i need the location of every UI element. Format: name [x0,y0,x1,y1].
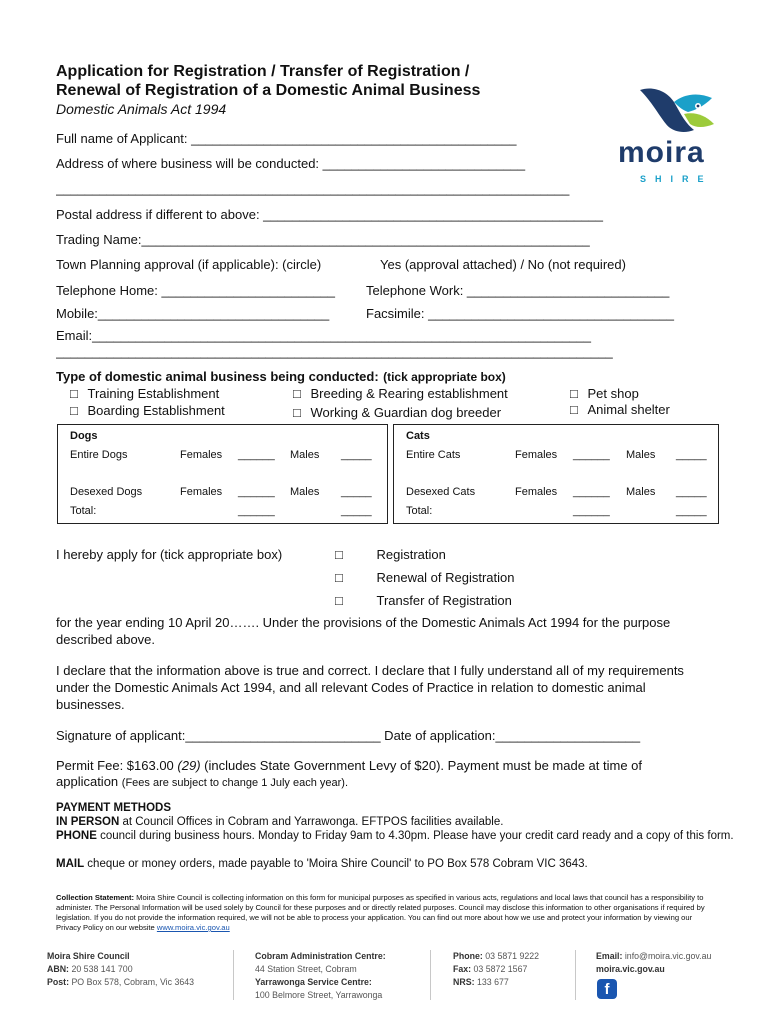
cats-total-label: Total: [406,505,433,517]
checkbox-icon[interactable]: □ [335,570,343,585]
dogs-total-label: Total: [70,505,97,517]
option-pet-shop[interactable]: □ Pet shop [570,386,639,401]
entire-cats-label: Entire Cats [406,449,461,461]
desexed-cats-label: Desexed Cats [406,486,476,498]
cats-total-females-input[interactable]: ______ [573,505,610,517]
dogs-heading: Dogs [70,430,98,442]
desexed-dogs-label: Desexed Dogs [70,486,143,498]
entire-cats-males-label: Males [626,449,656,461]
moira-bird-logo-icon [638,84,718,138]
desexed-dogs-females-input[interactable]: ______ [238,486,275,498]
option-animal-shelter[interactable]: □ Animal shelter [570,402,670,417]
cats-box [393,424,719,524]
entire-dogs-females-input[interactable]: ______ [238,449,275,461]
telephone-work-field[interactable]: Telephone Work: ____________________________ [366,283,670,298]
signature-date-field[interactable]: Signature of applicant:___________________________ Date of application:____________________ [56,728,641,743]
address-continuation-field[interactable]: _______________________________________________________________________ [56,181,570,196]
email-field[interactable]: Email:_____________________________________________________________________ [56,328,591,343]
moira-shire-logo [618,84,733,184]
year-ending-paragraph: for the year ending 10 April 20……. Under the provisions of the Domestic Animals Act 1994 for the purpose described above. [56,615,671,647]
facsimile-field[interactable]: Facsimile: __________________________________ [366,306,674,321]
entire-dogs-males-label: Males [290,449,320,461]
footer-council: Moira Shire Council ABN: 20 538 141 700 Post: PO Box 578, Cobram, Vic 3643 [47,951,195,987]
title-line-1: Application for Registration / Transfer of Registration / [56,63,470,80]
subtitle: Domestic Animals Act 1994 [56,101,227,117]
footer-web-link[interactable]: moira.vic.gov.au [596,964,665,974]
apply-transfer-option[interactable]: □ Transfer of Registration [335,593,512,608]
checkbox-icon[interactable]: □ [70,386,78,401]
dogs-total-males-input[interactable]: _____ [341,505,372,517]
footer-contact: Phone: 03 5871 9222 Fax: 03 5872 1567 NRS: 133 677 [453,951,540,987]
entire-dogs-label: Entire Dogs [70,449,128,461]
address-field[interactable]: Address of where business will be conducted: ____________________________ [56,156,526,171]
desexed-dogs-males-input[interactable]: _____ [341,486,372,498]
business-type-heading [56,368,506,386]
telephone-home-field[interactable]: Telephone Home: ________________________ [56,283,336,298]
cats-heading: Cats [406,430,430,442]
town-planning-label: Town Planning approval (if applicable): (circle) [56,257,322,272]
postal-address-field[interactable]: Postal address if different to above: _______________________________________________ [56,207,603,222]
title-line-2: Renewal of Registration of a Domestic Animal Business [56,82,481,99]
entire-cats-females-label: Females [515,449,558,461]
desexed-dogs-females-label: Females [180,486,223,498]
payment-methods-heading: PAYMENT METHODS [56,802,172,814]
payment-mail: MAIL cheque or money orders, made payable to 'Moira Shire Council' to PO Box 578 Cobram VIC 3643. [56,858,588,870]
collection-statement: Collection Statement: Moira Shire Council is collecting information on this form for municipal purposes as specified in various acts, regulations and local laws that council has a responsibility to administer. The Personal Information will be used solely by Council for these purposes and or directly related purposes. Council may disclose this information to other organisations if required by legislation. If you do not provide the information required, we will not be able to process your application. You can find out more about how we use and protect your information by viewing our Privacy Policy on our website www.moira.vic.gov.au [56,893,705,932]
facebook-icon[interactable]: f [597,979,617,999]
option-boarding-establishment[interactable]: □ Boarding Establishment [70,403,225,418]
permit-fee-line-2: application (Fees are subject to change 1 July each year). [56,774,349,789]
entire-dogs-females-label: Females [180,449,223,461]
footer-divider [575,950,576,1000]
option-training-establishment[interactable]: □ Training Establishment [70,386,220,401]
option-working-guardian[interactable]: □ Working & Guardian dog breeder [293,405,502,420]
logo-word: moira [618,136,705,169]
cats-total-males-input[interactable]: _____ [676,505,707,517]
entire-dogs-males-input[interactable]: _____ [341,449,372,461]
desexed-cats-males-input[interactable]: _____ [676,486,707,498]
checkbox-icon[interactable]: □ [293,405,301,420]
checkbox-icon[interactable]: □ [335,547,343,562]
apply-for-label: I hereby apply for (tick appropriate box) [56,547,283,562]
dogs-box [57,424,388,524]
dogs-total-females-input[interactable]: ______ [238,505,275,517]
desexed-cats-females-label: Females [515,486,558,498]
payment-phone: PHONE council during business hours. Monday to Friday 9am to 4.30pm. Please have your credit card ready and a copy of this form. [56,830,734,842]
footer-divider [233,950,234,1000]
email-continuation-field[interactable]: _____________________________________________________________________________ [56,344,613,359]
desexed-dogs-males-label: Males [290,486,320,498]
footer-email-link[interactable]: info@moira.vic.gov.au [622,951,712,961]
entire-cats-males-input[interactable]: _____ [676,449,707,461]
checkbox-icon[interactable]: □ [570,386,578,401]
business-type-note: (tick appropriate box) [383,370,506,384]
declaration-paragraph: I declare that the information above is true and correct. I declare that I fully understand all of my requirements under the Domestic Animals Act 1994, and all relevant Codes of Practice in relation to domestic animal businesses. [56,663,684,712]
business-type-title: Type of domestic animal business being conducted: [56,369,379,384]
mobile-field[interactable]: Mobile:________________________________ [56,306,330,321]
checkbox-icon[interactable]: □ [335,593,343,608]
payment-in-person: IN PERSON at Council Offices in Cobram and Yarrawonga. EFTPOS facilities available. [56,816,504,828]
logo-sub: SHIRE [640,174,713,184]
apply-renewal-option[interactable]: □ Renewal of Registration [335,570,515,585]
full-name-field[interactable]: Full name of Applicant: _____________________________________________ [56,131,517,146]
checkbox-icon[interactable]: □ [70,403,78,418]
footer-online: Email: info@moira.vic.gov.au moira.vic.gov.au [596,951,712,974]
footer-offices: Cobram Administration Centre: 44 Station Street, Cobram Yarrawonga Service Centre: 100 Belmore Street, Yarrawonga [255,951,386,1000]
footer-divider [430,950,431,1000]
checkbox-icon[interactable]: □ [293,386,301,401]
website-link[interactable]: www.moira.vic.gov.au [156,923,230,932]
desexed-cats-females-input[interactable]: ______ [573,486,610,498]
permit-fee-line: Permit Fee: $163.00 (29) (includes State Government Levy of $20). Payment must be made at time of [56,758,643,773]
entire-cats-females-input[interactable]: ______ [573,449,610,461]
town-planning-options[interactable]: Yes (approval attached) / No (not required) [380,257,626,272]
desexed-cats-males-label: Males [626,486,656,498]
checkbox-icon[interactable]: □ [570,402,578,417]
option-breeding-rearing[interactable]: □ Breeding & Rearing establishment [293,386,508,401]
trading-name-field[interactable]: Trading Name:______________________________________________________________ [56,232,590,247]
apply-registration-option[interactable]: □ Registration [335,547,446,562]
